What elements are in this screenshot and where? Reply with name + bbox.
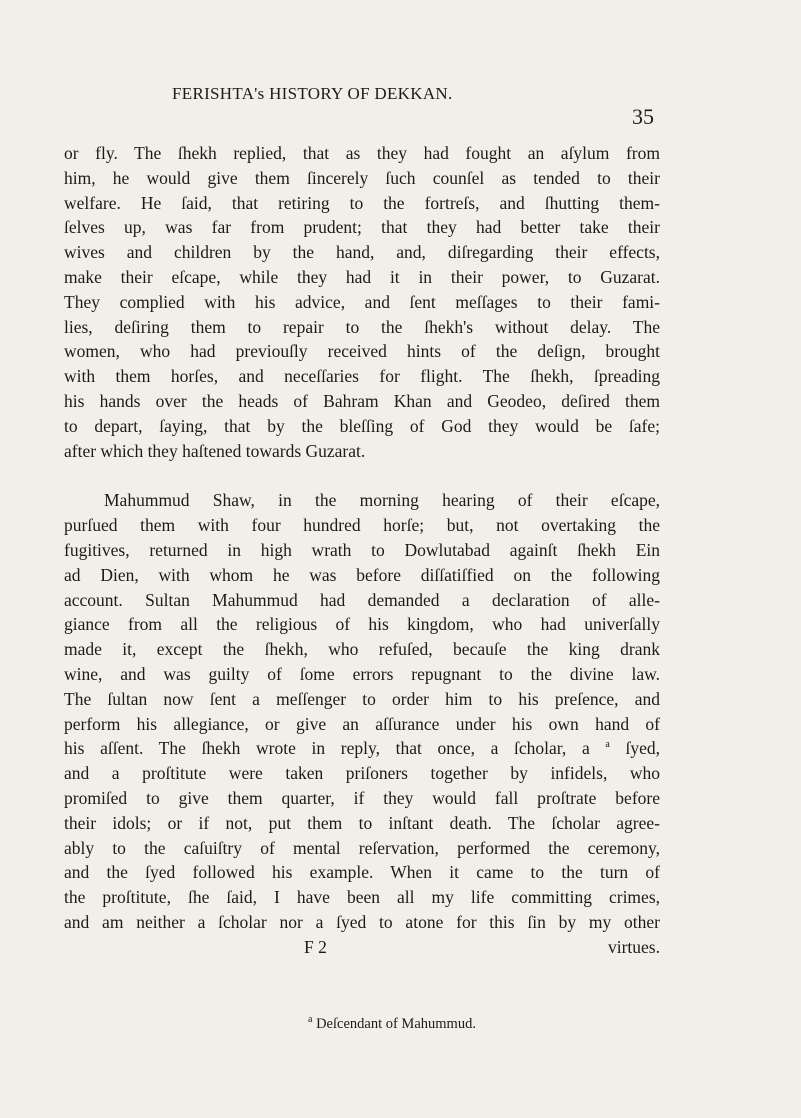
text-line: make their eſcape, while they had it in their power, to Guzarat.: [64, 266, 660, 287]
text-line: made it, except the ſhekh, who refuſed, becauſe the king drank: [64, 639, 660, 660]
text-line: account. Sultan Mahummud had demanded a declaration of alle-: [64, 589, 660, 610]
text-line: and a proſtitute were taken priſoners together by infidels, who: [64, 763, 660, 784]
text-line: The ſultan now ſent a meſſenger to order him to his preſence, and: [64, 688, 660, 709]
text-segment: his aſſent. The ſhekh wrote in reply, that once, a ſcholar, a: [64, 738, 590, 759]
text-line: fugitives, returned in high wrath to Dowlutabad againſt ſhekh Ein: [64, 539, 660, 560]
signature-catchword-line: [64, 935, 660, 960]
paragraph-gap: [64, 463, 660, 488]
text-line: purſued them with four hundred horſe; but, not overtaking the: [64, 515, 660, 536]
text-line: and the ſyed followed his example. When it came to the turn of: [64, 862, 660, 883]
text-line: giance from all the religious of his kingdom, who had univerſally: [64, 614, 660, 635]
text-line: perform his allegiance, or give an aſſurance under his own hand of: [64, 713, 660, 734]
text-line: wives and children by the hand, and, diſregarding their effects,: [64, 242, 660, 263]
text-line: with them horſes, and neceſſaries for flight. The ſhekh, ſpreading: [64, 366, 660, 387]
text-line: to depart, ſaying, that by the bleſſing of God they would be ſafe;: [64, 415, 660, 436]
text-segment: ſyed,: [625, 738, 660, 759]
body-text: [64, 141, 660, 960]
footnote-reference: a: [605, 739, 610, 751]
catchword: virtues.: [607, 936, 660, 957]
paragraph-2: [64, 488, 660, 934]
footnote: [308, 1016, 476, 1033]
running-head: FERISHTA's HISTORY OF DEKKAN.: [172, 84, 453, 103]
text-line: or fly. The ſhekh replied, that as they had fought an aſylum from: [64, 143, 660, 163]
text-line: wine, and was guilty of ſome errors repugnant to the divine law.: [64, 663, 660, 684]
text-line: the proſtitute, ſhe ſaid, I have been all my life committing crimes,: [64, 887, 660, 908]
text-line: ſelves up, was far from prudent; that they had better take their: [64, 217, 660, 238]
text-line: ably to the caſuiſtry of mental reſervation, performed the ceremony,: [64, 837, 660, 858]
text-line: and am neither a ſcholar nor a ſyed to atone for this ſin by my other: [64, 911, 660, 932]
footnote-text: Deſcendant of Mahummud.: [316, 1016, 476, 1032]
text-line: Mahummud Shaw, in the morning hearing of their eſcape,: [104, 490, 660, 511]
text-line: their idols; or if not, put them to inſtant death. The ſcholar agree-: [64, 812, 660, 833]
page-number: 35: [632, 104, 654, 129]
signature-mark: F 2: [304, 936, 327, 957]
text-line: lies, deſiring them to repair to the ſhekh's without delay. The: [64, 316, 660, 337]
paragraph-1: [64, 141, 660, 463]
text-line-with-footnote: [64, 736, 660, 761]
text-line: ad Dien, with whom he was before diſſatiſfied on the following: [64, 564, 660, 585]
text-line: his hands over the heads of Bahram Khan and Geodeo, deſired them: [64, 390, 660, 411]
text-line: promiſed to give them quarter, if they would fall proſtrate before: [64, 787, 660, 808]
text-line: him, he would give them ſincerely ſuch counſel as tended to their: [64, 167, 660, 188]
text-line: They complied with his advice, and ſent meſſages to their fami-: [64, 291, 660, 312]
text-line: after which they haſtened towards Guzarat.: [64, 440, 366, 461]
text-line: women, who had previouſly received hints of the deſign, brought: [64, 341, 660, 362]
text-line: welfare. He ſaid, that retiring to the fortreſs, and ſhutting them-: [64, 192, 660, 213]
footnote-mark: a: [308, 1014, 313, 1026]
